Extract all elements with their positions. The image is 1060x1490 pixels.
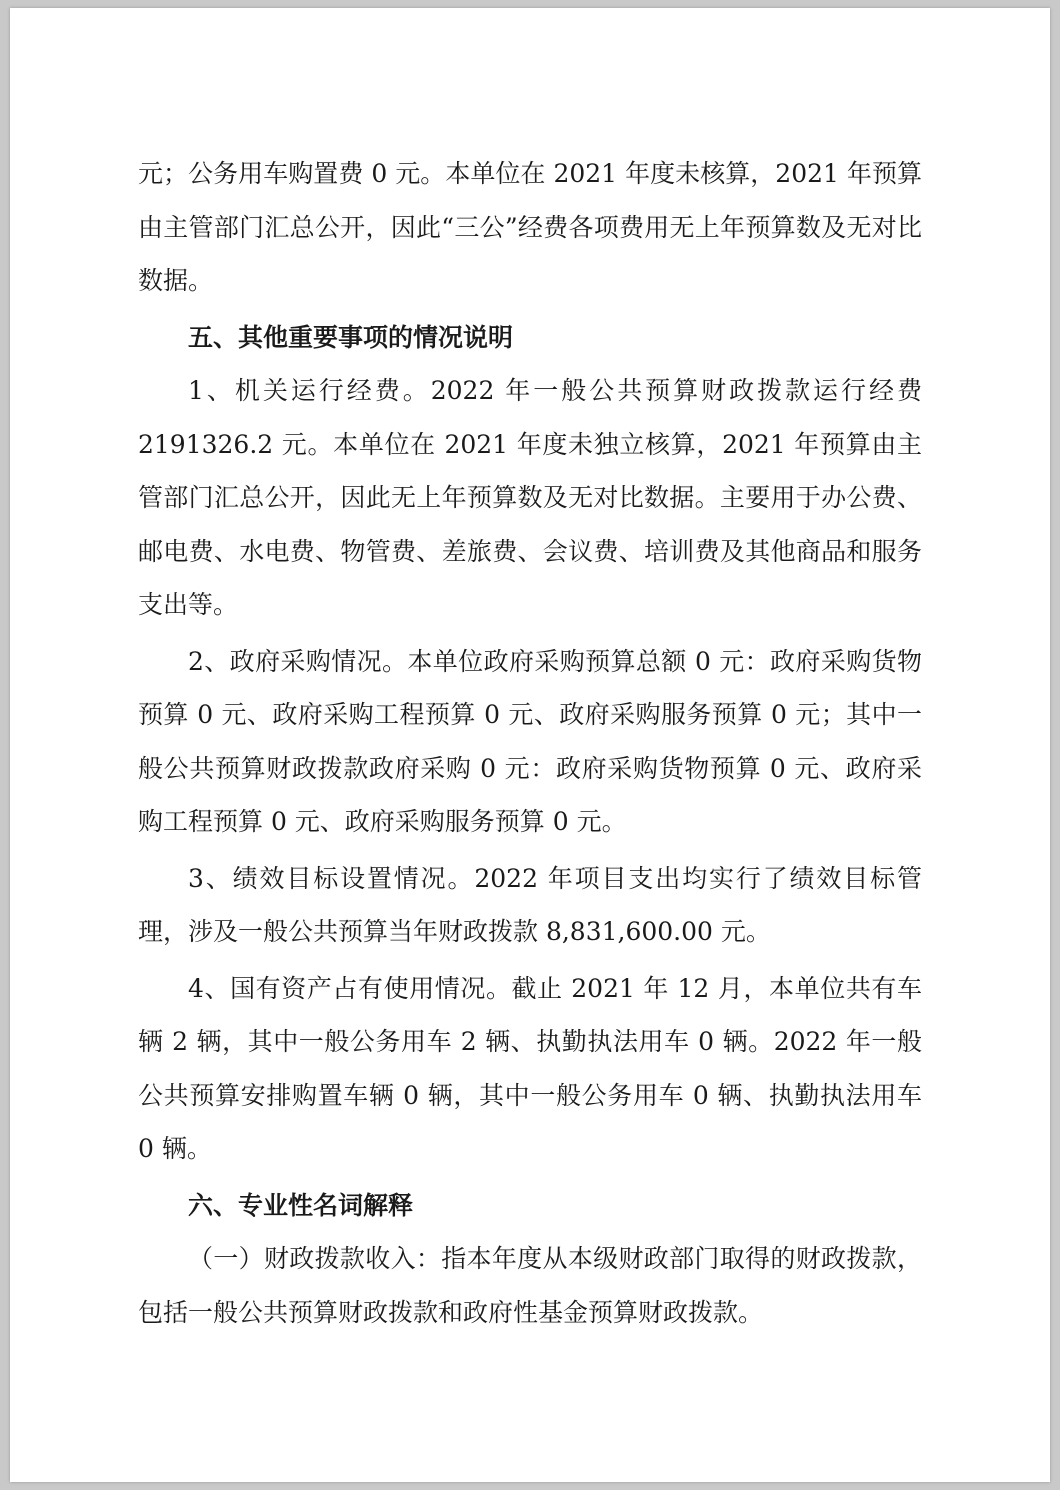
section-heading-six: 六、专业性名词解释: [188, 1190, 414, 1220]
document-body: [138, 147, 922, 1339]
paragraph-government-procurement: 2、政府采购情况。本单位政府采购预算总额 0 元：政府采购货物预算 0 元、政府采购工程预算 0 元、政府采购服务预算 0 元；其中一般公共预算财政拨款政府采购 0 元：政府采购货物预算 0 元、政府采购工程预算 0 元、政府采购服务预算 0 元。: [138, 646, 922, 836]
paragraph-state-assets: 4、国有资产占有使用情况。截止 2021 年 12 月，本单位共有车辆 2 辆，其中一般公务用车 2 辆、执勤执法用车 0 辆。2022 年一般公共预算安排购置车辆 0 辆，其中一般公务用车 0 辆、执勤执法用车 0 辆。: [138, 973, 922, 1163]
document-page: [10, 8, 1050, 1482]
paragraph-fiscal-appropriation: （一）财政拨款收入：指本年度从本级财政部门取得的财政拨款，包括一般公共预算财政拨款和政府性基金预算财政拨款。: [138, 1244, 922, 1327]
section-heading-five: 五、其他重要事项的情况说明: [188, 322, 514, 352]
paragraph-performance-goals: 3、绩效目标设置情况。2022 年项目支出均实行了绩效目标管理，涉及一般公共预算当年财政拨款 8,831,600.00 元。: [138, 863, 922, 946]
continued-paragraph: 元；公务用车购置费 0 元。本单位在 2021 年度未核算，2021 年预算由主管部门汇总公开，因此“三公”经费各项费用无上年预算数及无对比数据。: [138, 159, 922, 295]
paragraph-operating-expenses: 1、机关运行经费。2022 年一般公共预算财政拨款运行经费 2191326.2 元。本单位在 2021 年度未独立核算，2021 年预算由主管部门汇总公开，因此无上年预算数及无对比数据。主要用于办公费、邮电费、水电费、物管费、差旅费、会议费、培训费及其他商品和服务支出等。: [138, 376, 922, 619]
